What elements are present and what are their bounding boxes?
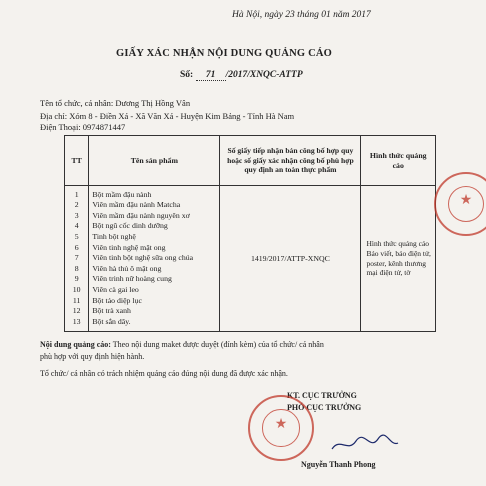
side-stamp bbox=[434, 172, 486, 236]
cert-number: 1419/2017/ATTP-XNQC bbox=[220, 186, 361, 332]
product-name: Viên cà gai leo bbox=[92, 284, 139, 294]
content-label: Nội dung quảng cáo: bbox=[40, 340, 111, 349]
row-number: 3 bbox=[74, 210, 79, 220]
product-name: Viên mầm đậu nành nguyên xơ bbox=[92, 210, 190, 220]
org-name: Tên tổ chức, cá nhân: Dương Thị Hồng Vân bbox=[40, 98, 191, 108]
product-table bbox=[64, 135, 436, 332]
product-name: Tinh bột nghệ bbox=[92, 232, 136, 242]
row-number: 7 bbox=[74, 253, 79, 263]
official-stamp bbox=[248, 395, 314, 461]
product-name: Bột sắn dây. bbox=[92, 316, 131, 326]
product-name: Viên tinh bột nghệ sữa ong chúa bbox=[92, 253, 194, 263]
number-suffix: /2017/XNQC-ATTP bbox=[225, 70, 303, 80]
col-header-form: Hình thức quảng cáo bbox=[361, 136, 436, 186]
tt-cell bbox=[65, 186, 89, 332]
handwritten-signature bbox=[330, 433, 400, 455]
side-star-icon: ★ bbox=[459, 193, 473, 208]
content-note-line2: phù hợp với quy định hiện hành. bbox=[40, 352, 145, 361]
date-line: Hà Nội, ngày 23 tháng 01 năm 2017 bbox=[232, 10, 371, 20]
row-number: 1 bbox=[74, 189, 79, 199]
product-name: Bột ngũ cốc dinh dưỡng bbox=[92, 221, 168, 231]
star-icon: ★ bbox=[274, 416, 288, 432]
row-number: 6 bbox=[74, 242, 79, 252]
row-number: 4 bbox=[74, 221, 79, 231]
product-name: Bột trà xanh bbox=[92, 306, 131, 316]
row-number: 11 bbox=[72, 295, 81, 305]
document-title: GIẤY XÁC NHẬN NỘI DUNG QUẢNG CÁO bbox=[116, 48, 333, 59]
col-header-tt: TT bbox=[65, 136, 89, 186]
signer-name: Nguyễn Thanh Phong bbox=[301, 460, 376, 469]
document-number bbox=[180, 70, 303, 81]
table-body-row bbox=[65, 186, 436, 332]
signature-kt: KT. CỤC TRƯỞNG bbox=[287, 391, 357, 400]
number-label: Số: bbox=[180, 70, 194, 80]
product-name: Viên hà thủ ô mật ong bbox=[92, 263, 162, 273]
number-value: 71 bbox=[196, 70, 226, 81]
name-cell bbox=[89, 186, 220, 332]
signature-role: PHÓ CỤC TRƯỞNG bbox=[287, 403, 362, 412]
content-text: Theo nội dung maket được duyệt (đính kèm) của tổ chức/ cá nhân bbox=[110, 340, 324, 349]
row-number: 10 bbox=[72, 284, 81, 294]
row-number: 5 bbox=[74, 232, 79, 242]
content-note-line1 bbox=[40, 340, 324, 349]
responsibility-note: Tổ chức/ cá nhân có trách nhiệm quảng cáo đúng nội dung đã được xác nhận. bbox=[40, 369, 288, 378]
ad-form: Hình thức quảng cáo Báo viết, báo điện tử, poster, kênh thương mại điện tử, tờ bbox=[361, 186, 436, 332]
product-name: Bột mầm đậu nành bbox=[92, 189, 152, 199]
row-number: 9 bbox=[74, 274, 79, 284]
table-header-row bbox=[65, 136, 436, 186]
product-name: Viên trinh nữ hoàng cung bbox=[92, 274, 172, 284]
col-header-name: Tên sản phẩm bbox=[89, 136, 220, 186]
row-number: 8 bbox=[74, 263, 79, 273]
col-header-cert: Số giấy tiếp nhận bản công bố hợp quy hoặc số giấy xác nhận công bố phù hợp quy định an toàn thực phẩm bbox=[220, 136, 361, 186]
address: Địa chỉ: Xóm 8 - Điền Xá - Xã Văn Xá - Huyện Kim Bảng - Tỉnh Hà Nam bbox=[40, 111, 295, 121]
row-number: 2 bbox=[74, 200, 79, 210]
phone: Điện Thoại: 0974871447 bbox=[40, 122, 126, 132]
row-number: 13 bbox=[72, 316, 81, 326]
row-number: 12 bbox=[72, 306, 81, 316]
product-name: Viên mầm đậu nành Matcha bbox=[92, 200, 181, 210]
product-name: Viên tinh nghệ mật ong bbox=[92, 242, 166, 252]
product-name: Bột tảo diệp lục bbox=[92, 295, 142, 305]
